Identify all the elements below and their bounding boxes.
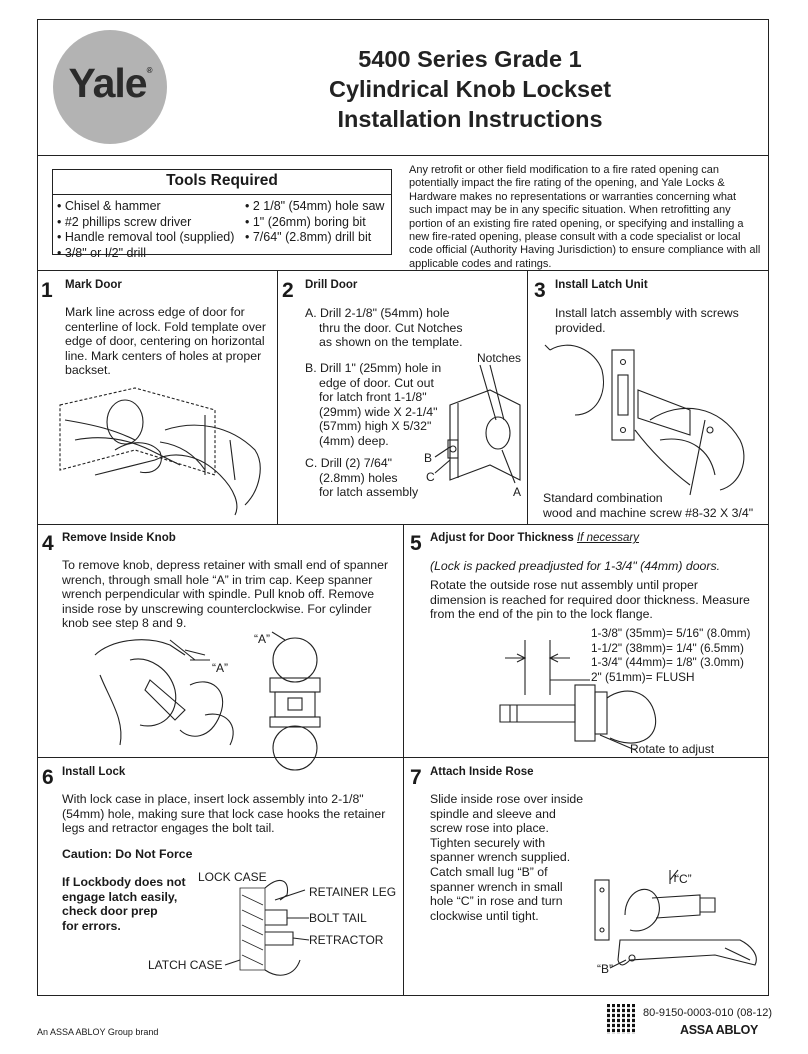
rotate-to-adjust-label: Rotate to adjust <box>630 742 715 756</box>
drill-door-illustration <box>430 365 525 490</box>
text-line: (29mm) wide X 2-1/4" <box>319 404 438 419</box>
label-a-right: “A” <box>254 632 270 646</box>
step-6-warning <box>62 875 186 933</box>
yale-logo <box>53 30 167 144</box>
text-line: (4mm) deep. <box>319 433 389 448</box>
text-line: If Lockbody does not <box>62 875 186 889</box>
text-line: C. Drill (2) 7/64" <box>305 456 393 470</box>
thickness-row: 2" (51mm)= FLUSH <box>591 669 695 684</box>
tool-item: • Chisel & hammer <box>57 199 161 213</box>
label-a: A <box>513 485 522 499</box>
step-1-title: Mark Door <box>65 279 122 291</box>
text-line: Slide inside rose over inside <box>430 792 584 806</box>
tools-heading: Tools Required <box>166 172 278 189</box>
label-latch-case: LATCH CASE <box>148 958 223 972</box>
text-line: engage latch easily, <box>62 889 178 904</box>
text-line: spanner wrench in small <box>430 879 563 894</box>
step-5-number: 5 <box>410 532 422 555</box>
label-c: C <box>426 470 435 484</box>
text-line: thru the door. Cut Notches <box>319 320 463 335</box>
step-1-body: Mark line across edge of door for centerline of lock. Fold template over edge of door, centering on horizontal line. Mark centers of holes at proper backset. <box>65 305 266 378</box>
label-a-left: “A” <box>212 661 228 675</box>
logo-text: Yale <box>68 60 147 106</box>
tool-item: • 3/8" or I/2" drill <box>57 245 146 260</box>
text-line: Tighten securely with <box>430 835 546 850</box>
label-retainer-leg: RETAINER LEG <box>309 885 397 899</box>
thickness-row: 1-3/8" (35mm)= 5/16" (8.0mm) <box>591 626 751 640</box>
step-5-title-note: If necessary <box>576 532 639 544</box>
step-3-body: Install latch assembly with screws provided. <box>555 306 739 335</box>
divider-col-2-3 <box>527 270 528 524</box>
step-6-body: With lock case in place, insert lock assembly into 2-1/8" (54mm) hole, making sure that lock case hooks the retainer legs and retractor engages the bolt tail. <box>62 792 386 836</box>
tools-required-box <box>52 169 392 260</box>
logo-registered-mark: ® <box>146 66 152 75</box>
step-2-c <box>305 456 418 500</box>
text-line: spindle and sleeve and <box>430 806 556 821</box>
tool-item: • 2 1/8" (54mm) hole saw <box>245 199 385 213</box>
install-lock-illustration <box>225 870 310 985</box>
text-line: B. Drill 1" (25mm) hole in <box>305 361 442 375</box>
thickness-row: 1-1/2" (38mm)= 1/4" (6.5mm) <box>591 640 744 655</box>
thickness-row: 1-3/4" (44mm)= 1/8" (3.0mm) <box>591 655 744 670</box>
divider-col-lower <box>403 524 404 996</box>
install-latch-illustration <box>540 340 755 490</box>
text-line: for latch front 1-1/8" <box>319 390 427 405</box>
tools-list-right <box>245 199 384 246</box>
text-line: clockwise until tight. <box>430 908 539 923</box>
tool-item: • 1" (26mm) boring bit <box>245 214 366 229</box>
label-notches: Notches <box>477 351 522 365</box>
tool-item: • 7/64" (2.8mm) drill bit <box>245 230 372 244</box>
tool-item: • Handle removal tool (supplied) <box>57 230 235 244</box>
label-b: B <box>424 451 433 465</box>
text-line: (57mm) high X 5/32" <box>319 419 432 434</box>
title-line-3: Installation Instructions <box>337 106 603 132</box>
qr-code <box>607 1004 637 1034</box>
text-line: for latch assembly <box>319 485 419 500</box>
title-line-1: 5400 Series Grade 1 <box>358 46 582 72</box>
mark-door-illustration <box>55 380 270 515</box>
assa-abloy-logo: ASSA ABLOY <box>680 1023 759 1037</box>
fire-rating-notice: Any retrofit or other field modification to a fire rated opening can potentially impact the fire rating of the opening, and Yale Locks & Hardware makes no representations or warranties concerning what such impact may be in any specific situation. When retrofitting any portion of an existing fire rated opening, or specifying and installing a new fire-rated opening, please consult with a code specialist or local code official (Authority Having Jurisdiction) to ensure compliance with all applicable codes and ratings. <box>409 164 761 270</box>
step-7-number: 7 <box>410 766 422 789</box>
step-6-title: Install Lock <box>62 766 126 778</box>
divider-header <box>37 155 769 156</box>
page-title <box>250 44 690 134</box>
text-line: screw rose into place. <box>430 821 549 836</box>
title-line-2: Cylindrical Knob Lockset <box>328 76 612 102</box>
adjust-thickness-illustration <box>495 640 665 755</box>
step-2-number: 2 <box>282 279 294 302</box>
step-3-title: Install Latch Unit <box>555 279 648 291</box>
step-3-number: 3 <box>534 279 546 302</box>
text-line: as shown on the template. <box>319 335 463 350</box>
divider-col-1-2 <box>277 270 278 524</box>
step-5-title <box>430 532 639 544</box>
tools-list-left <box>57 199 234 261</box>
text-line: spanner wrench supplied. <box>430 850 571 865</box>
text-line: Standard combination <box>543 491 663 505</box>
text-line: check door prep <box>62 904 158 919</box>
label-bolt-tail: BOLT TAIL <box>309 911 367 925</box>
step-7-body <box>430 792 583 923</box>
text-line: A. Drill 2-1/8" (54mm) hole <box>305 306 450 320</box>
step-2-a <box>305 306 463 350</box>
text-line: wood and machine screw #8-32 X 3/4" <box>543 505 754 520</box>
label-c-rose: “C” <box>675 872 692 886</box>
step-7-title: Attach Inside Rose <box>430 766 534 778</box>
step-4-title: Remove Inside Knob <box>62 532 176 544</box>
label-b-wrench: “B” <box>597 962 613 976</box>
text-line: hole “C” in rose and turn <box>430 894 563 909</box>
remove-knob-illustration <box>90 630 390 755</box>
label-retractor: RETRACTOR <box>309 933 384 947</box>
step-2-title: Drill Door <box>305 279 358 291</box>
step-2-b <box>305 361 441 449</box>
step-6-caution: Caution: Do Not Force <box>62 847 193 861</box>
text-line: Catch small lug “B” of <box>430 864 548 879</box>
footer-brand-note: An ASSA ABLOY Group brand <box>37 1027 159 1037</box>
text-line: (2.8mm) holes <box>319 470 398 485</box>
attach-rose-illustration <box>590 860 765 975</box>
text-line: for errors. <box>62 918 121 933</box>
step-4-number: 4 <box>42 532 54 555</box>
step-3-caption <box>543 491 753 520</box>
step-1-number: 1 <box>41 279 53 302</box>
step-5-preadjust-note: (Lock is packed preadjusted for 1-3/4" (44mm) doors. <box>430 559 721 573</box>
step-4-body: To remove knob, depress retainer with small end of spanner wrench, through small hole “A” in trim cap. Keep spanner wrench perpendicular with spindle. Pull knob off. Remove inside rose by unscrewing counterclockwise. For cylinder knob see step 8 and 9. <box>62 558 389 631</box>
step-5-title-text: Adjust for Door Thickness <box>430 532 574 544</box>
tool-item: • #2 phillips screw driver <box>57 214 192 229</box>
label-lock-case: LOCK CASE <box>198 870 267 884</box>
step-6-number: 6 <box>42 766 54 789</box>
step-5-body: Rotate the outside rose nut assembly until proper dimension is reached for required door thickness. Measure from the end of the pin to the lock flange. <box>430 578 750 622</box>
document-code: 80-9150-0003-010 (08-12) <box>643 1007 773 1019</box>
text-line: edge of door. Cut out <box>319 375 434 390</box>
